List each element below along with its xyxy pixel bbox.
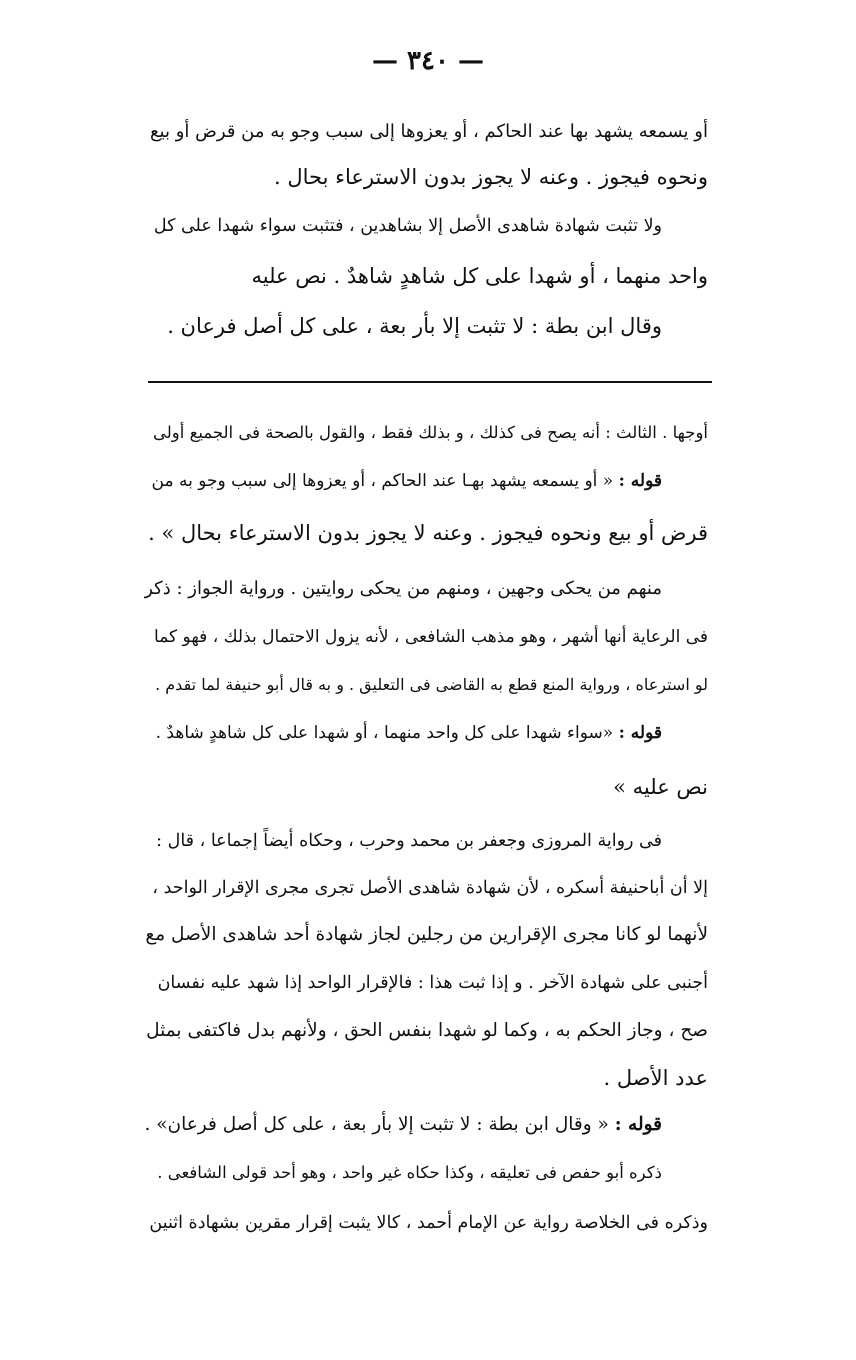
main-line: أو يسمعه يشهد بها عند الحاكم ، أو يعزوها إلى سبب وجو به من قرض أو بيع — [149, 121, 708, 142]
commentary-line — [144, 767, 708, 807]
commentary-line — [144, 1011, 708, 1051]
page-number: — ٣٤٠ — — [371, 46, 485, 76]
commentary-line — [144, 569, 708, 609]
commentary-text: عدد الأصل . — [603, 1066, 708, 1090]
main-text — [144, 112, 708, 362]
commentary-line — [144, 1105, 708, 1145]
commentary-text: أجنبى على شهادة الآخر . و إذا ثبت هذا : فالإقرار الواحد إذا شهد عليه نفسان — [157, 973, 708, 993]
commentary-line — [144, 868, 708, 908]
commentary-line — [144, 821, 708, 861]
commentary-text: لأنهما لو كانا مجرى الإقرارين من رجلين لجاز شهادة أحد شاهدى الأصل مع — [145, 924, 708, 945]
commentary — [144, 413, 708, 1253]
commentary-line — [144, 713, 708, 753]
commentary-lead: قوله : — [614, 1114, 662, 1135]
main-line: واحد منهما ، أو شهدا على كل شاهدٍ شاهدٌ . نص عليه — [251, 264, 708, 288]
commentary-text: وذكره فى الخلاصة رواية عن الإمام أحمد ، كالا يثبت إقرار مقرين بشهادة اثنين — [149, 1213, 708, 1233]
commentary-line — [144, 1153, 708, 1193]
commentary-lead: قوله : — [618, 723, 662, 743]
commentary-line — [144, 513, 708, 553]
commentary-text: أوجها . الثالث : أنه يصح فى كذلك ، و بذلك فقط ، والقول بالصحة فى الجميع أولى — [153, 423, 708, 442]
commentary-text: نص عليه » — [613, 775, 708, 799]
commentary-text: قرض أو بيع ونحوه فيجوز . وعنه لا يجوز بدون الاسترعاء بحال » . — [148, 521, 708, 545]
commentary-text: فى رواية المروزى وجعفر بن محمد وحرب ، وحكاه أيضاً إجماعا ، قال : — [156, 831, 662, 851]
commentary-text: إلا أن أباحنيفة أسكره ، لأن شهادة شاهدى الأصل تجرى مجرى الإقرار الواحد ، — [152, 878, 708, 898]
commentary-text: «سواء شهدا على كل واحد منهما ، أو شهدا على كل شاهدٍ شاهدٌ . — [155, 723, 619, 743]
footnote-divider — [148, 381, 712, 383]
commentary-line — [144, 665, 708, 705]
commentary-text: منهم من يحكى وجهين ، ومنهم من يحكى روايتين . ورواية الجواز : ذكر — [144, 578, 662, 599]
commentary-line — [144, 413, 708, 453]
commentary-lead: قوله : — [618, 471, 662, 491]
commentary-line — [144, 617, 708, 657]
main-line: وقال ابن بطة : لا تثبت إلا بأر بعة ، على كل أصل فرعان . — [167, 314, 662, 338]
commentary-line — [144, 461, 708, 501]
commentary-line — [144, 963, 708, 1003]
commentary-text: « أو يسمعه يشهد بهـا عند الحاكم ، أو يعزوها إلى سبب وجو به من — [151, 471, 619, 491]
commentary-text: « وقال ابن بطة : لا تثبت إلا بأر بعة ، على كل أصل فرعان» . — [144, 1114, 615, 1135]
commentary-text: فى الرعاية أنها أشهر ، وهو مذهب الشافعى ، لأنه يزول الاحتمال بذلك ، فهو كما — [154, 627, 708, 647]
main-line: ولا تثبت شهادة شاهدى الأصل إلا بشاهدين ، فتثبت سواء شهدا على كل — [153, 216, 662, 236]
commentary-line — [144, 915, 708, 955]
main-line: ونحوه فيجوز . وعنه لا يجوز بدون الاسترعاء بحال . — [274, 165, 708, 189]
commentary-line — [144, 1203, 708, 1243]
commentary-text: صح ، وجاز الحكم به ، وكما لو شهدا بنفس الحق ، ولأنهم بدل فاكتفى بمثل — [146, 1020, 708, 1041]
commentary-line — [144, 1058, 708, 1098]
commentary-text: ذكره أبو حفص فى تعليقه ، وكذا حكاه غير واحد ، وهو أحد قولى الشافعى . — [157, 1163, 662, 1182]
commentary-text: لو استرعاه ، ورواية المنع قطع به القاضى فى التعليق . و به قال أبو حنيفة لما تقدم . — [155, 675, 708, 694]
